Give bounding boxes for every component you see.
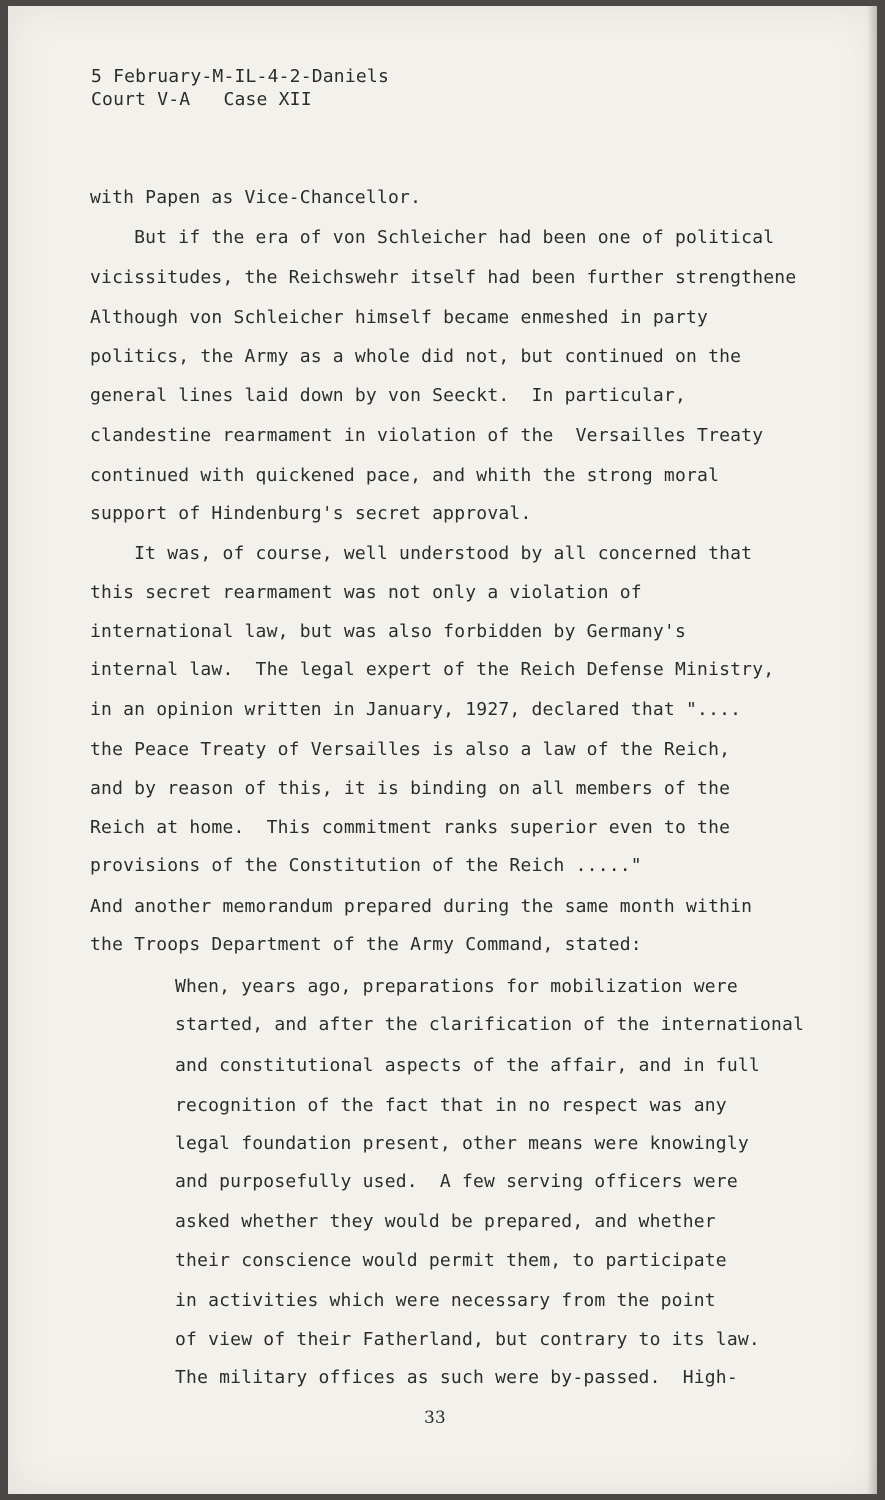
quote-line: The military offices as such were by-passed. High- xyxy=(175,1367,738,1388)
body-line: general lines laid down by von Seeckt. In particular, xyxy=(90,385,686,406)
body-line: internal law. The legal expert of the Reich Defense Ministry, xyxy=(90,659,775,680)
header-line-2: Court V-A Case XII xyxy=(91,89,312,110)
quote-line: and purposefully used. A few serving officers were xyxy=(175,1171,738,1192)
body-line: provisions of the Constitution of the Reich ....." xyxy=(90,855,642,876)
body-line: this secret rearmament was not only a violation of xyxy=(90,582,642,603)
document-page xyxy=(8,6,877,1494)
quote-line: recognition of the fact that in no respect was any xyxy=(175,1095,727,1116)
body-line: politics, the Army as a whole did not, but continued on the xyxy=(90,346,742,367)
quote-line: their conscience would permit them, to participate xyxy=(175,1250,727,1271)
body-line: with Papen as Vice-Chancellor. xyxy=(90,187,422,208)
body-line: And another memorandum prepared during the same month within xyxy=(90,896,753,917)
body-line: Reich at home. This commitment ranks superior even to the xyxy=(90,817,731,838)
body-line: and by reason of this, it is binding on all members of the xyxy=(90,778,731,799)
quote-line: started, and after the clarification of the international xyxy=(175,1014,805,1035)
page-number: 33 xyxy=(424,1408,446,1428)
quote-line: When, years ago, preparations for mobilization were xyxy=(175,976,738,997)
body-line: clandestine rearmament in violation of the Versailles Treaty xyxy=(90,425,764,446)
body-line: vicissitudes, the Reichswehr itself had been further strengthene xyxy=(90,267,797,288)
body-line: the Troops Department of the Army Command, stated: xyxy=(90,934,642,955)
body-line: international law, but was also forbidden by Germany's xyxy=(90,621,686,642)
body-line: continued with quickened pace, and whith the strong moral xyxy=(90,465,720,486)
quote-line: and constitutional aspects of the affair, and in full xyxy=(175,1055,760,1076)
body-line: But if the era of von Schleicher had been one of political xyxy=(90,227,775,248)
body-line: It was, of course, well understood by all concerned that xyxy=(90,543,753,564)
quote-line: asked whether they would be prepared, and whether xyxy=(175,1211,716,1232)
body-line: support of Hindenburg's secret approval. xyxy=(90,503,532,524)
header-line-1: 5 February-M-IL-4-2-Daniels xyxy=(91,66,389,87)
body-line: the Peace Treaty of Versailles is also a law of the Reich, xyxy=(90,739,731,760)
page-edge-shadow xyxy=(867,6,877,1494)
body-line: in an opinion written in January, 1927, declared that ".... xyxy=(90,699,742,720)
quote-line: legal foundation present, other means were knowingly xyxy=(175,1133,749,1154)
quote-line: in activities which were necessary from the point xyxy=(175,1290,716,1311)
body-line: Although von Schleicher himself became enmeshed in party xyxy=(90,307,709,328)
quote-line: of view of their Fatherland, but contrary to its law. xyxy=(175,1329,760,1350)
